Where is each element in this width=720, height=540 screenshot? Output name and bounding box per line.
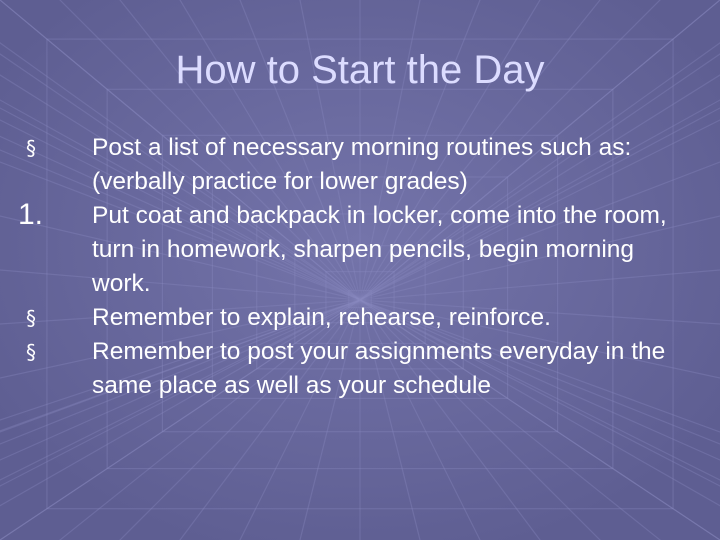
bullet-item [18, 301, 698, 335]
bullet-list [18, 131, 698, 403]
bullet-text: Post a list of necessary morning routines such as: (verbally practice for lower grades) [92, 134, 632, 195]
bullet-item [18, 199, 698, 301]
bullet-item [18, 335, 698, 403]
bullet-item [18, 131, 698, 199]
bullet-marker: § [26, 306, 36, 330]
slide-title: How to Start the Day [175, 48, 545, 92]
bullet-marker: § [26, 340, 36, 364]
numbered-marker: 1. [18, 198, 44, 231]
bullet-marker: § [26, 136, 36, 160]
bullet-text: Remember to explain, rehearse, reinforce. [92, 304, 551, 331]
bullet-text: Remember to post your assignments everyday in the same place as well as your schedule [92, 338, 666, 399]
bullet-text: Put coat and backpack in locker, come into the room, turn in homework, sharpen pencils, begin morning work. [92, 202, 667, 297]
